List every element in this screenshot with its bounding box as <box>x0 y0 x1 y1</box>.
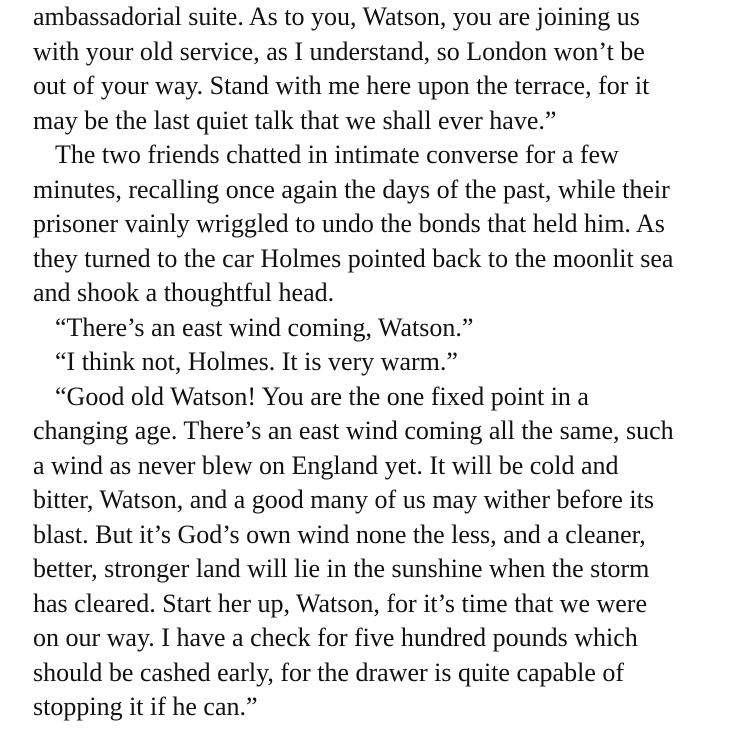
text-line: and shook a thoughtful head. <box>33 278 335 307</box>
text-line: on our way. I have a check for five hundred pounds which <box>33 623 638 652</box>
paragraph-first-line: “Good old Watson! You are the one fixed point in a <box>55 381 589 411</box>
text-line: changing age. There’s an east wind coming all the same, such <box>33 416 674 445</box>
paragraph-first-line: The two friends chatted in intimate converse for a few <box>55 140 619 169</box>
text-line: stopping it if he can.” <box>33 692 258 721</box>
text-line: better, stronger land will lie in the sunshine when the storm <box>33 554 650 583</box>
paragraph-first-line: “I think not, Holmes. It is very warm.” <box>55 347 458 376</box>
text-line: a wind as never blew on England yet. It will be cold and <box>33 450 619 480</box>
text-line: blast. But it’s God’s own wind none the less, and a cleaner, <box>33 519 646 549</box>
text-line: with your old service, as I understand, so London won’t be <box>33 36 645 66</box>
text-line: may be the last quiet talk that we shall ever have.” <box>33 105 557 135</box>
text-line: ambassadorial suite. As to you, Watson, you are joining us <box>33 2 640 31</box>
text-line: they turned to the car Holmes pointed back to the moonlit sea <box>33 243 674 273</box>
text-line: bitter, Watson, and a good many of us may wither before its <box>33 485 654 514</box>
text-line: out of your way. Stand with me here upon the terrace, for it <box>33 71 650 100</box>
document-page <box>33 0 733 725</box>
paragraph-first-line: “There’s an east wind coming, Watson.” <box>55 312 474 342</box>
text-line: minutes, recalling once again the days of the past, while their <box>33 174 670 204</box>
text-line: has cleared. Start her up, Watson, for it’s time that we were <box>33 588 648 618</box>
text-line: prisoner vainly wriggled to undo the bonds that held him. As <box>33 209 665 238</box>
text-line: should be cashed early, for the drawer is quite capable of <box>33 657 625 687</box>
